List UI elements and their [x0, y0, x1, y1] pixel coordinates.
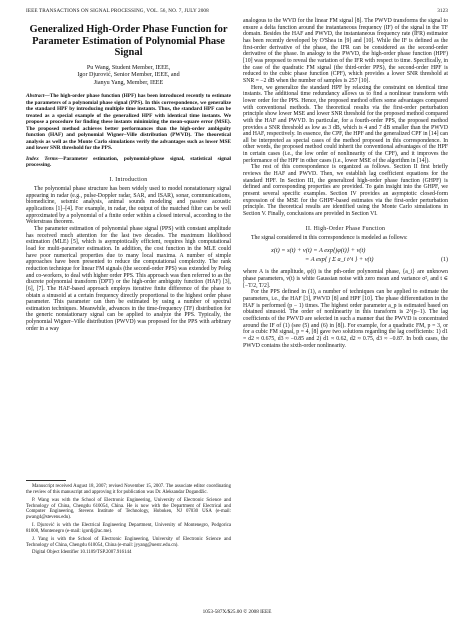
abstract-lead: Abstract—: [26, 93, 50, 99]
body-paragraph: Here, we generalize the standard HPF by relaxing the constraint on identical time instants. The additional time redundancy allows us to find a nonlinear transform with lower order for the PPS. Hence, the proposed method offers some advantages compared with conventional methods. The theoretical results via the first-order perturbation principle show lower MSE and lower SNR threshold for the proposed method compared with the HAF and PWVD. In particular, for a fourth-order PPS, the proposed method provides a SNR threshold as low as 3 dB, which is 4 and 7 dB smaller than the PWVD and HAF, respectively. In essence, the CPF, the HPF and the generalized CPF in [14] can all be interpreted as special cases of the method proposed in this correspondence. In other words, the proposed method could inherit the conventional advantages of the HPF in certain cases (i.e., the low order of nonlinearity of the CPF), and it improves the performance of the HPF in other cases (i.e., lower MSE of the algorithm in [14]).: [243, 84, 448, 164]
index-terms-lead: Index Terms—: [26, 155, 64, 162]
running-head: [26, 8, 448, 14]
body-paragraph: analogous to the WVD for the linear FM signal [8]. The PWVD transforms the signal to ensure a delta function around the instantaneous frequency (IF) of the signal in the TF domain. Besides the HAF and PWVD, the instantaneous frequency rate (IFR) estimator has been recently developed by O'Shea in [9] and [10]. While the IF is defined as the first-order derivative of the phase, the IFR can be considered as the second-order derivative of the phase. In analogy to the PWVD, the high-order phase function (HPF) [10] was proposed to reveal the variation of the IFR with respect to time. Specifically, in the case of the quadratic FM signal (the third-order PPS), the second-order HPF is reduced to the cubic phase function (CPF), which provides a lower SNR threshold at SNR = −2 dB when the number of samples is 257 [10].: [243, 18, 448, 84]
intro-paragraph: The parameter estimation of polynomial phase signal (PPS) with constant amplitude has received much attention for the last two decades. The maximum likelihood estimation (MLE) [5], which is asymptotically efficient, requires high computational load for multi-parameter estimation. In addition, the cost function in the MLE could have poor numerical properties due to many local maxima. A number of simple approaches have been presented to reduce the computational complexity. The rank reduction technique for linear FM signals (the second-order PPS) was extended by Peleg and co-workers, to deal with higher order PPS. This approach was then referred to as the discrete polynomial transform (DPT) or the high-order ambiguity function (HAF) [3], [6], [7]. The HAF-based approach employs iterative finite difference of the phase to obtain a sinusoid at a certain frequency directly proportional to the highest order phase parameter. This parameter can then be estimated by using a number of spectral estimation techniques. Meanwhile, advances in the time-frequency (TF) distribution for the generic nonstationary signal can be applied to analyze the PPS. Typically, the polynomial Wigner–Ville distribution (PWVD) was proposed for the PPS with arbitrary order in a way: [26, 225, 231, 332]
abstract: [26, 93, 231, 152]
footnote-rule: [26, 480, 66, 481]
equation-row: [243, 256, 448, 263]
equation-number: (1): [441, 256, 448, 263]
paper-title: Generalized High-Order Phase Function for Parameter Estimation of Polynomial Phase Signal: [29, 24, 228, 58]
journal-header: IEEE TRANSACTIONS ON SIGNAL PROCESSING, VOL. 56, NO. 7, JULY 2008: [26, 8, 209, 14]
footnote-block: [26, 480, 231, 558]
equation-line: x(t) = s(t) + v(t) = A exp{jφ(t)} + v(t): [271, 247, 366, 255]
hpf-paragraph: The signal considered in this correspondence is modeled as follows:: [251, 234, 408, 241]
index-terms-text: Parameter estimation, polynomial-phase signal, statistical signal processing.: [26, 155, 231, 169]
footnote-doi: Digital Object Identifier 10.1109/TSP.2007.916144: [32, 550, 132, 556]
author-block: [26, 65, 231, 88]
section-heading-introduction: I. Introduction: [109, 177, 148, 184]
footnote-item: I. Djurović is with the Electrical Engineering Department, University of Montenegro, Podgorica 81000, Montenegro (e-mail: igordj@ac.me).: [26, 523, 231, 534]
page-number: 3123: [437, 8, 448, 14]
footnote-item: J. Yang is with the School of Electronic Engineering, University of Electronic Science and Technology of China, Chengdu 610054, China (e-mail: jyyang@uestc.edu.cn).: [26, 536, 231, 548]
right-column: [243, 18, 448, 349]
author-line: Pu Wang, Student Member, IEEE,: [86, 64, 171, 71]
hpf-paragraph: where A is the amplitude, φ(t) is the pth-order polynomial phase, {a_i} are unknown phase parameters, v(t) is white Gaussian noise with zero mean and variance σ², and t ∈ [−T/2, T/2].: [243, 269, 448, 289]
section-heading-hpf: II. High-Order Phase Function: [305, 225, 386, 232]
hpf-paragraph: For the PPS defined in (1), a number of techniques can be applied to estimate the parameters, i.e., the HAF [3], PWVD [8] and HPF [10]. The phase differentiation in the HAF is performed (p − 1) times. The highest order parameter a_p is estimated based on obtained sinusoid. The order of nonlinearity in this transform is 2^(p−1). The lag coefficients of the PWVD are selected in such a manner that the PWVD is concentrated around the IF of (1) (see (5) and (6) in [8]). For example, for a quadratic FM, p = 3, or for a cubic FM signal, p = 4, [8] gave two solutions regarding the lag coefficients: 1) d1 = d2 ≈ 0.675, d3 ≈ −0.85 and 2) d1 ≈ 0.62, d2 ≈ 0.75, d3 ≈ −0.87. In both cases, the PWVD contains the sixth-order nonlinearity.: [243, 289, 448, 349]
equation-line: = A exp{ j Σ a_i t^i } + v(t): [305, 256, 374, 264]
copyright-line: 1053-587X/$25.00 © 2008 IEEE: [202, 609, 272, 615]
equation-row: [243, 247, 448, 254]
abstract-text: The high-order phase function (HPF) has been introduced recently to estimate the parameters of a polynomial phase signal (PPS). In this correspondence, we generalize the standard HPF by introducing multiple time instants. Thus, the standard HPF can be treated as a special example of the generalized HPF with identical time instants. We propose a procedure for finding these instants minimizing the mean-square error (MSE). The proposed method achieves better performances than the high-order ambiguity function (HAF) and polynomial Wigner–Ville distribution (PWVD). The theoretical analysis as well as the Monte Carlo simulations verify the advantages such as lower MSE and lower SNR threshold for the PPS.: [26, 93, 231, 152]
author-line: Jianyu Yang, Member, IEEE: [93, 79, 164, 86]
body-paragraph: The rest of this correspondence is organized as follows. Section II first briefly reviews the HAF and PWVD. Then, we establish lag coefficient equations for the standard HPF. In Section III, the generalized high-order phase function (GHPF) is defined and corresponding properties are provided. To gain insight into the GHPF, we present several specific examples. Section IV provides an asymptotic closed-form expression of the MSE for the GHPF-based estimates via the first-order perturbation principle. The theoretical results are identified using the Monte Carlo simulations in Section V. Finally, conclusions are provided in Section VI.: [243, 164, 448, 218]
author-line: Igor Djurović, Senior Member, IEEE, and: [77, 72, 180, 78]
intro-paragraph: The polynomial phase structure has been widely used to model nonstationary signal appearing in radar (e.g., pulse-Doppler radar, SAR, and ISAR), sonar, communications, biomedicine, seismic analysis, animal sounds modeling and passive acoustic applications [1]–[4]. For example, in radar, the output of the matched filter can be well approximated by a polynomial of a finite order within a closed interval, according to the Weierstrass theorem.: [26, 186, 231, 226]
index-terms: [26, 156, 231, 169]
footnote-item: Manuscript received August 18, 2007; revised November 15, 2007. The associate editor coordinating the review of this manuscript and approving it for publication was Dr. Aleksandar Dogandžic.: [26, 484, 231, 495]
equation-block: [243, 247, 448, 263]
footnote-item: P. Wang was with the School of Electronic Engineering, University of Electronic Science and Technology of China, Chengdu 610054, China. He is now with the Department of Electrical and Computer Engineering, Stevens Institute of Technology, Hoboken, NJ 07030 USA (e-mail: pwang4@stevens.edu).: [26, 497, 231, 521]
left-column: [26, 18, 231, 332]
